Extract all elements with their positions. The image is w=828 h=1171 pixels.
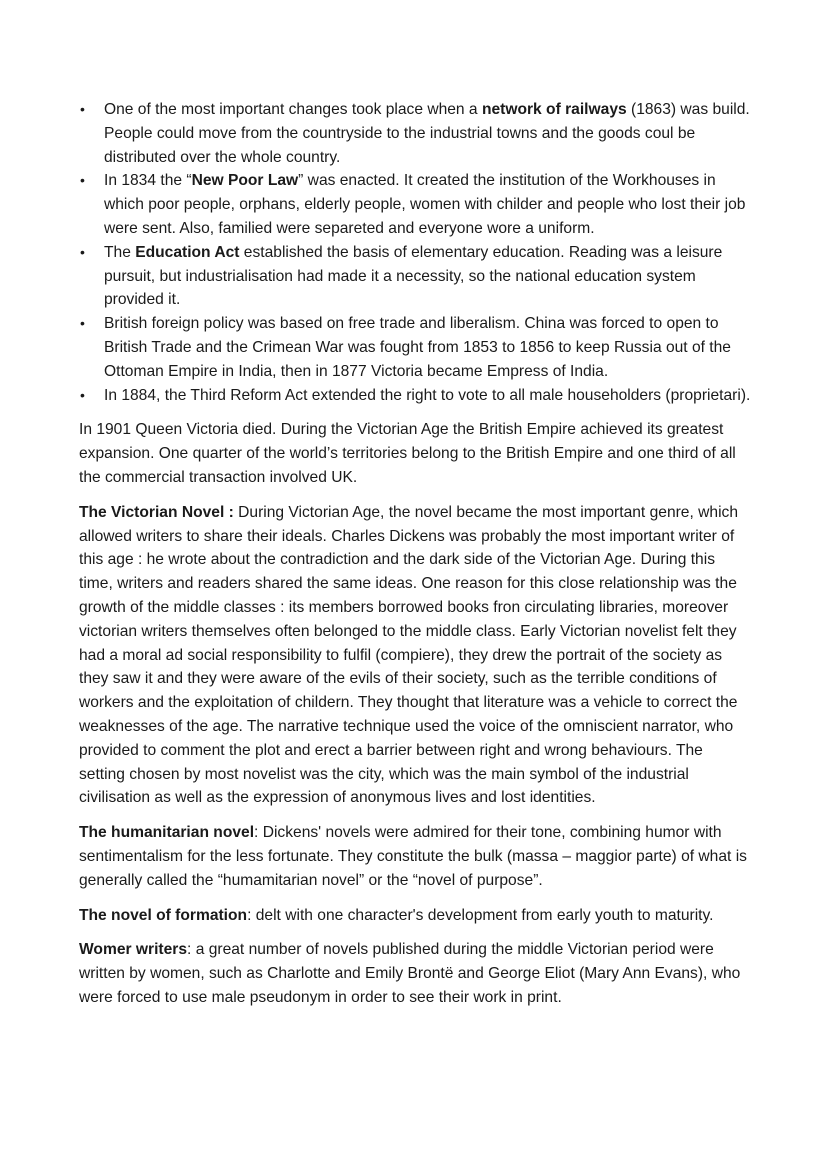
- bullet-item-reform-act: • In 1884, the Third Reform Act extended the right to vote to all male householders (proprietari).: [79, 384, 751, 408]
- section-heading: The novel of formation: [79, 906, 248, 924]
- bullet-dot-icon: •: [80, 101, 85, 117]
- bullet-item-foreign-policy: • British foreign policy was based on free trade and liberalism. China was forced to open to British Trade and the Crimean War was fought from 1853 to 1856 to keep Russia out of the Ottoman Empire in India, then in 1877 Victoria became Empress of India.: [79, 312, 751, 383]
- bullet-dot-icon: •: [80, 315, 85, 332]
- section-heading: Womer writers: [79, 941, 188, 959]
- paragraph-women-writers: Womer writers: a great number of novels published during the middle Victorian period were written by women, such as Charlotte and Emily Brontë and George Eliot (Mary Ann Evans), who were forced to use male pseudonym in order to see their work in print.: [79, 941, 741, 1006]
- bullet-item-education-act: • The Education Act established the basis of elementary education. Reading was a leisure pursuit, but industrialisation had made it a necessity, so the national education system provided it.: [79, 241, 751, 312]
- bullet-item-poor-law: • In 1834 the “New Poor Law” was enacted. It created the institution of the Workhouses in which poor people, orphans, elderly people, women with childer and people who lost their job were sent. Also, familied were separeted and everyone wore a uniform.: [79, 169, 751, 240]
- bullet-dot-icon: •: [80, 386, 85, 403]
- paragraph-humanitarian-novel: The humanitarian novel: Dickens' novels were admired for their tone, combining humor with sentimentalism for the less fortunate. They constitute the bulk (massa – maggior parte) of what is generally called the “humamitarian novel” or the “novel of purpose”.: [79, 824, 747, 889]
- paragraph-victorian-novel: The Victorian Novel : During Victorian Age, the novel became the most important genre, which allowed writers to share their ideals. Charles Dickens was probably the most important writer of this age : he wrote about the contradiction and the dark side of the Victorian Age. During this time, writers and readers shared the same ideas. One reason for this close relationship was the growth of the middle classes : its members borrowed books fron circulating libraries, moreover victorian writers themselves often belonged to the middle class. Early Victorian novelist felt they had a moral ad social responsibility to fulfil (compiere), they drew the portrait of the society as they saw it and they were aware of the evils of their society, such as the terrible conditions of workers and the exploitation of childern. They thought that literature was a vehicle to correct the weaknesses of the age. The narrative technique used the voice of the omniscient narrator, who provided to comment the plot and erect a barrier between right and wrong behaviours. The setting chosen by most novelist was the city, which was the main symbol of the industrial civilisation as well as the expression of anonymous lives and lost identities.: [79, 503, 739, 807]
- bullet-item-railways: • One of the most important changes took place when a network of railways (1863) was build. People could move from the countryside to the industrial towns and the goods coul be distributed over the whole country.: [79, 98, 751, 169]
- paragraph-novel-of-formation: The novel of formation: delt with one character's development from early youth to maturity.: [79, 906, 714, 924]
- paragraph-queen-victoria: In 1901 Queen Victoria died. During the Victorian Age the British Empire achieved its greatest expansion. One quarter of the world’s territories belong to the British Empire and one third of all the commercial transaction involved UK.: [79, 421, 736, 486]
- section-heading: The humanitarian novel: [79, 824, 255, 842]
- document-page: [79, 98, 751, 1010]
- bullet-dot-icon: •: [80, 243, 85, 260]
- section-heading: The Victorian Novel :: [79, 503, 234, 521]
- bullet-list: [79, 98, 751, 407]
- bullet-dot-icon: •: [80, 172, 85, 189]
